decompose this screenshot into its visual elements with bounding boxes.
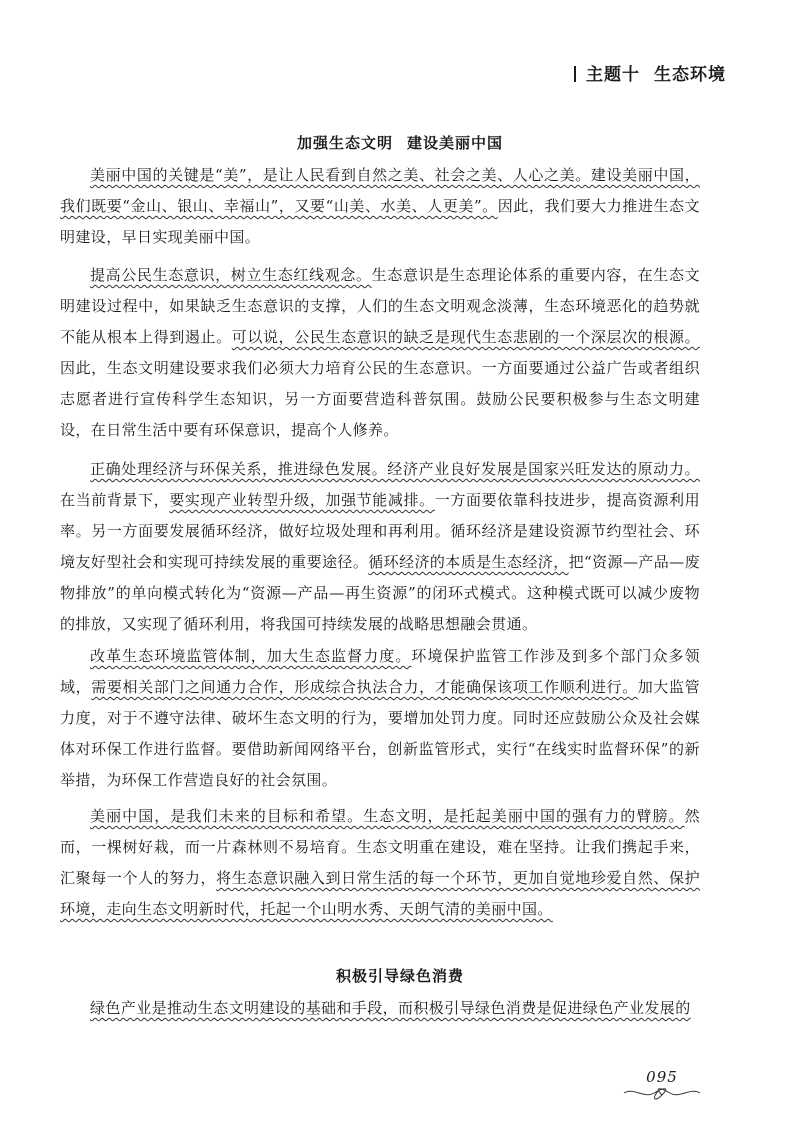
paragraph-text: 生态意识是生态理论体系的重要内容，在生态文明建设过程中，如果缺乏生态意识的支撑，人们的生态文明观念淡薄，生态环境恶化的趋势就不能从根本上得到遏止。 <box>60 266 701 346</box>
underlined-text: 要实现产业转型升级，加强节能减排。 <box>169 491 435 509</box>
paragraph-text: 环境保护监管工作涉及到多个部门众多领域， <box>60 647 700 696</box>
paragraph-text: 因此，生态文明建设要求我们必须大力培育公民的生态意识。一方面要通过公益广告或者组织志愿者进行宣传科学生态知识，另一方面要营造科普氛围。鼓励公民要积极参与生态文明建设，在日常生活中要有环保意识，提高个人修养。 <box>60 359 700 439</box>
paragraph <box>60 260 700 446</box>
underlined-text: 循环经济的本质是生态经济， <box>368 553 569 571</box>
underlined-text: 绿色产业是推动生态文明建设的基础和手段，而积极引导绿色消费是促进绿色产业发展的 <box>90 999 691 1017</box>
underlined-text: 可以说，公民生态意识的缺乏是现代生态悲剧的一个深层次的根源。 <box>231 328 700 346</box>
paragraph-text: 在当前背景下， <box>60 491 170 509</box>
scroll-ornament-icon <box>622 1086 702 1100</box>
underlined-text: 需要相关部门之间通力合作，形成综合执法合力，才能确保该项工作顺利进行。 <box>91 678 638 696</box>
underlined-text: 改革生态环境监管体制，加大生态监督力度。 <box>90 647 412 665</box>
section-title: 积极引导绿色消费 <box>335 967 464 985</box>
paragraph-text: 然而，一棵树好栽，而一片森林则不易培育。生态文明重在建设，难在坚持。让我们携起手来，汇聚每一个人的努力， <box>60 807 700 887</box>
underlined-text: 提高公民生态意识，树立生态红线观念。 <box>90 266 372 284</box>
underlined-text: 正确处理经济与环保关系，推进绿色发展。经济产业良好发展是国家兴旺发达的原动力。 <box>90 460 700 478</box>
page-number: 095 <box>646 1068 678 1086</box>
article-title <box>0 132 800 153</box>
underlined-text: 将生态意识融入到日常生活的每一个环节，更加自觉地珍爱自然、保护环境，走向生态文明新时代，托起一个山明水秀、天朗气清的美丽中国。 <box>60 869 700 918</box>
underlined-text: 美丽中国的关键是“美”，是让人民看到自然之美、社会之美、人心之美。建设美丽中国，我们既要“金山、银山、幸福山”，又要“山美、水美、人更美”。 <box>60 166 700 215</box>
paragraph <box>60 993 700 1024</box>
article-title-left: 加强生态文明 <box>296 134 393 152</box>
paragraph-text: 因此，我们要大力推进生态文明建设，早日实现美丽中国。 <box>60 197 700 246</box>
paragraph-text: 加大监管力度，对于不遵守法律、破坏生态文明的行为，要增加处罚力度。同时还应鼓励公众及社会媒体对环保工作进行监督。要借助新闻网络平台，创新监管形式，实行“在线实时监督环保”的新举措，为环保工作营造良好的社会氛围。 <box>60 678 700 789</box>
header-theme: 主题十 <box>586 65 640 85</box>
header-divider <box>574 66 576 82</box>
paragraph-text: 一方面要依靠科技进步，提高资源利用率。另一方面要发展循环经济，做好垃圾处理和再利用。循环经济是建设资源节约型社会、环境友好型社会和实现可持续发展的重要途径。 <box>60 491 700 571</box>
paragraph <box>60 160 700 253</box>
paragraph-text: 把“资源—产品—废物排放”的单向模式转化为“资源—产品—再生资源”的闭环式模式。这种模式既可以减少废物的排放，又实现了循环利用，将我国可持续发展的战略思想融会贯通。 <box>60 553 700 633</box>
paragraph <box>60 454 700 640</box>
paragraph <box>60 801 700 925</box>
underlined-text: 美丽中国，是我们未来的目标和希望。生态文明，是托起美丽中国的强有力的臂膀。 <box>90 807 685 825</box>
header-section: 生态环境 <box>654 65 726 85</box>
paragraph <box>60 641 700 796</box>
running-header <box>574 60 726 85</box>
page-number-ornament <box>622 1068 702 1100</box>
article-title-right: 建设美丽中国 <box>407 134 504 152</box>
